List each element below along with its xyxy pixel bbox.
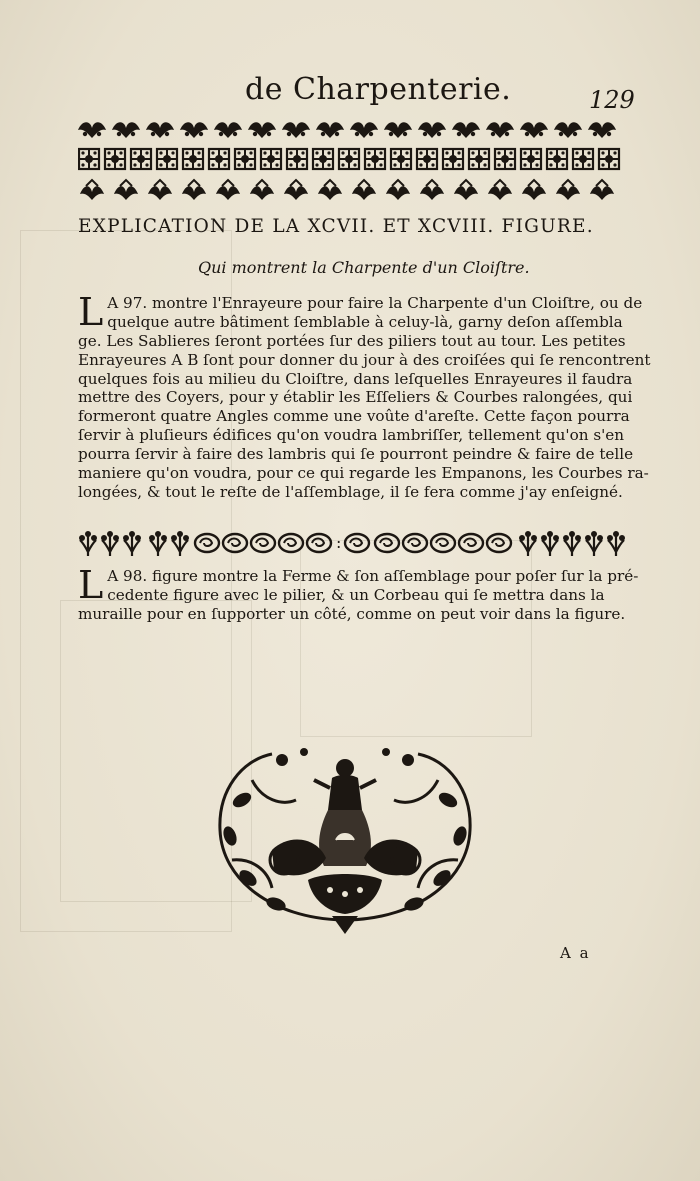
text-line: muraille pour en ſupporter un côté, comme on peut voir dans la figure. [78, 604, 626, 623]
text-line: longées, & tout le reſte de l'aſſemblage, il ſe fera comme j'ay enſeigné. [78, 482, 623, 501]
text-line: mettre des Coyers, pour y établir les Eſſeliers & Courbes ralongées, qui [78, 388, 633, 407]
divider-ornament [78, 528, 626, 558]
drop-capital: L [78, 563, 104, 607]
signature-mark: A a [560, 944, 591, 962]
text-line: ge. Les Sablieres ſeront portées ſur des piliers tout au tour. Les petites [78, 331, 626, 350]
text-line: maniere qu'on voudra, pour ce qui regarde les Empanons, les Courbes ra- [78, 464, 649, 483]
paragraph-figure-98 [78, 563, 639, 624]
headpiece-ornament [78, 118, 626, 214]
text-line: A 97. montre l'Enrayeure pour faire la Charpente d'un Cloiſtre, ou de [107, 294, 643, 312]
text-line: A 98. figure montre la Ferme & ſon aſſemblage pour poſer ſur la pré- [107, 567, 639, 585]
text-line: formeront quatre Angles comme une voûte d'areſte. Cette façon pourra [78, 407, 630, 426]
tailpiece-vignette [212, 740, 478, 936]
text-line: Enrayeures A B ſont pour donner du jour à des croiſées qui ſe rencontrent [78, 350, 651, 369]
running-head: de Charpenterie. [245, 72, 512, 107]
text-line: ſervir à pluſieurs édifices qu'on voudra lambriſſer, tellement qu'on s'en [78, 426, 625, 445]
text-line: pourra ſervir à faire des lambris qui ſe pourront peindre & faire de telle [78, 445, 634, 464]
text-line: quelque autre bâtiment ſemblable à celuy-là, garny deſon aſſembla [107, 312, 623, 331]
page-number: 129 [589, 86, 635, 114]
section-title: EXPLICATION DE LA XCVII. ET XCVIII. FIGURE. [78, 216, 594, 237]
text-line: cedente figure avec le pilier, & un Corbeau qui ſe mettra dans la [107, 585, 605, 604]
svg-text::: : [336, 533, 342, 552]
section-subtitle: Qui montrent la Charpente d'un Cloiſtre. [198, 258, 530, 277]
paragraph-figure-97 [78, 290, 651, 502]
drop-capital: L [78, 290, 104, 334]
text-line: quelques fois au milieu du Cloiſtre, dans leſquelles Enrayeures il faudra [78, 369, 633, 388]
